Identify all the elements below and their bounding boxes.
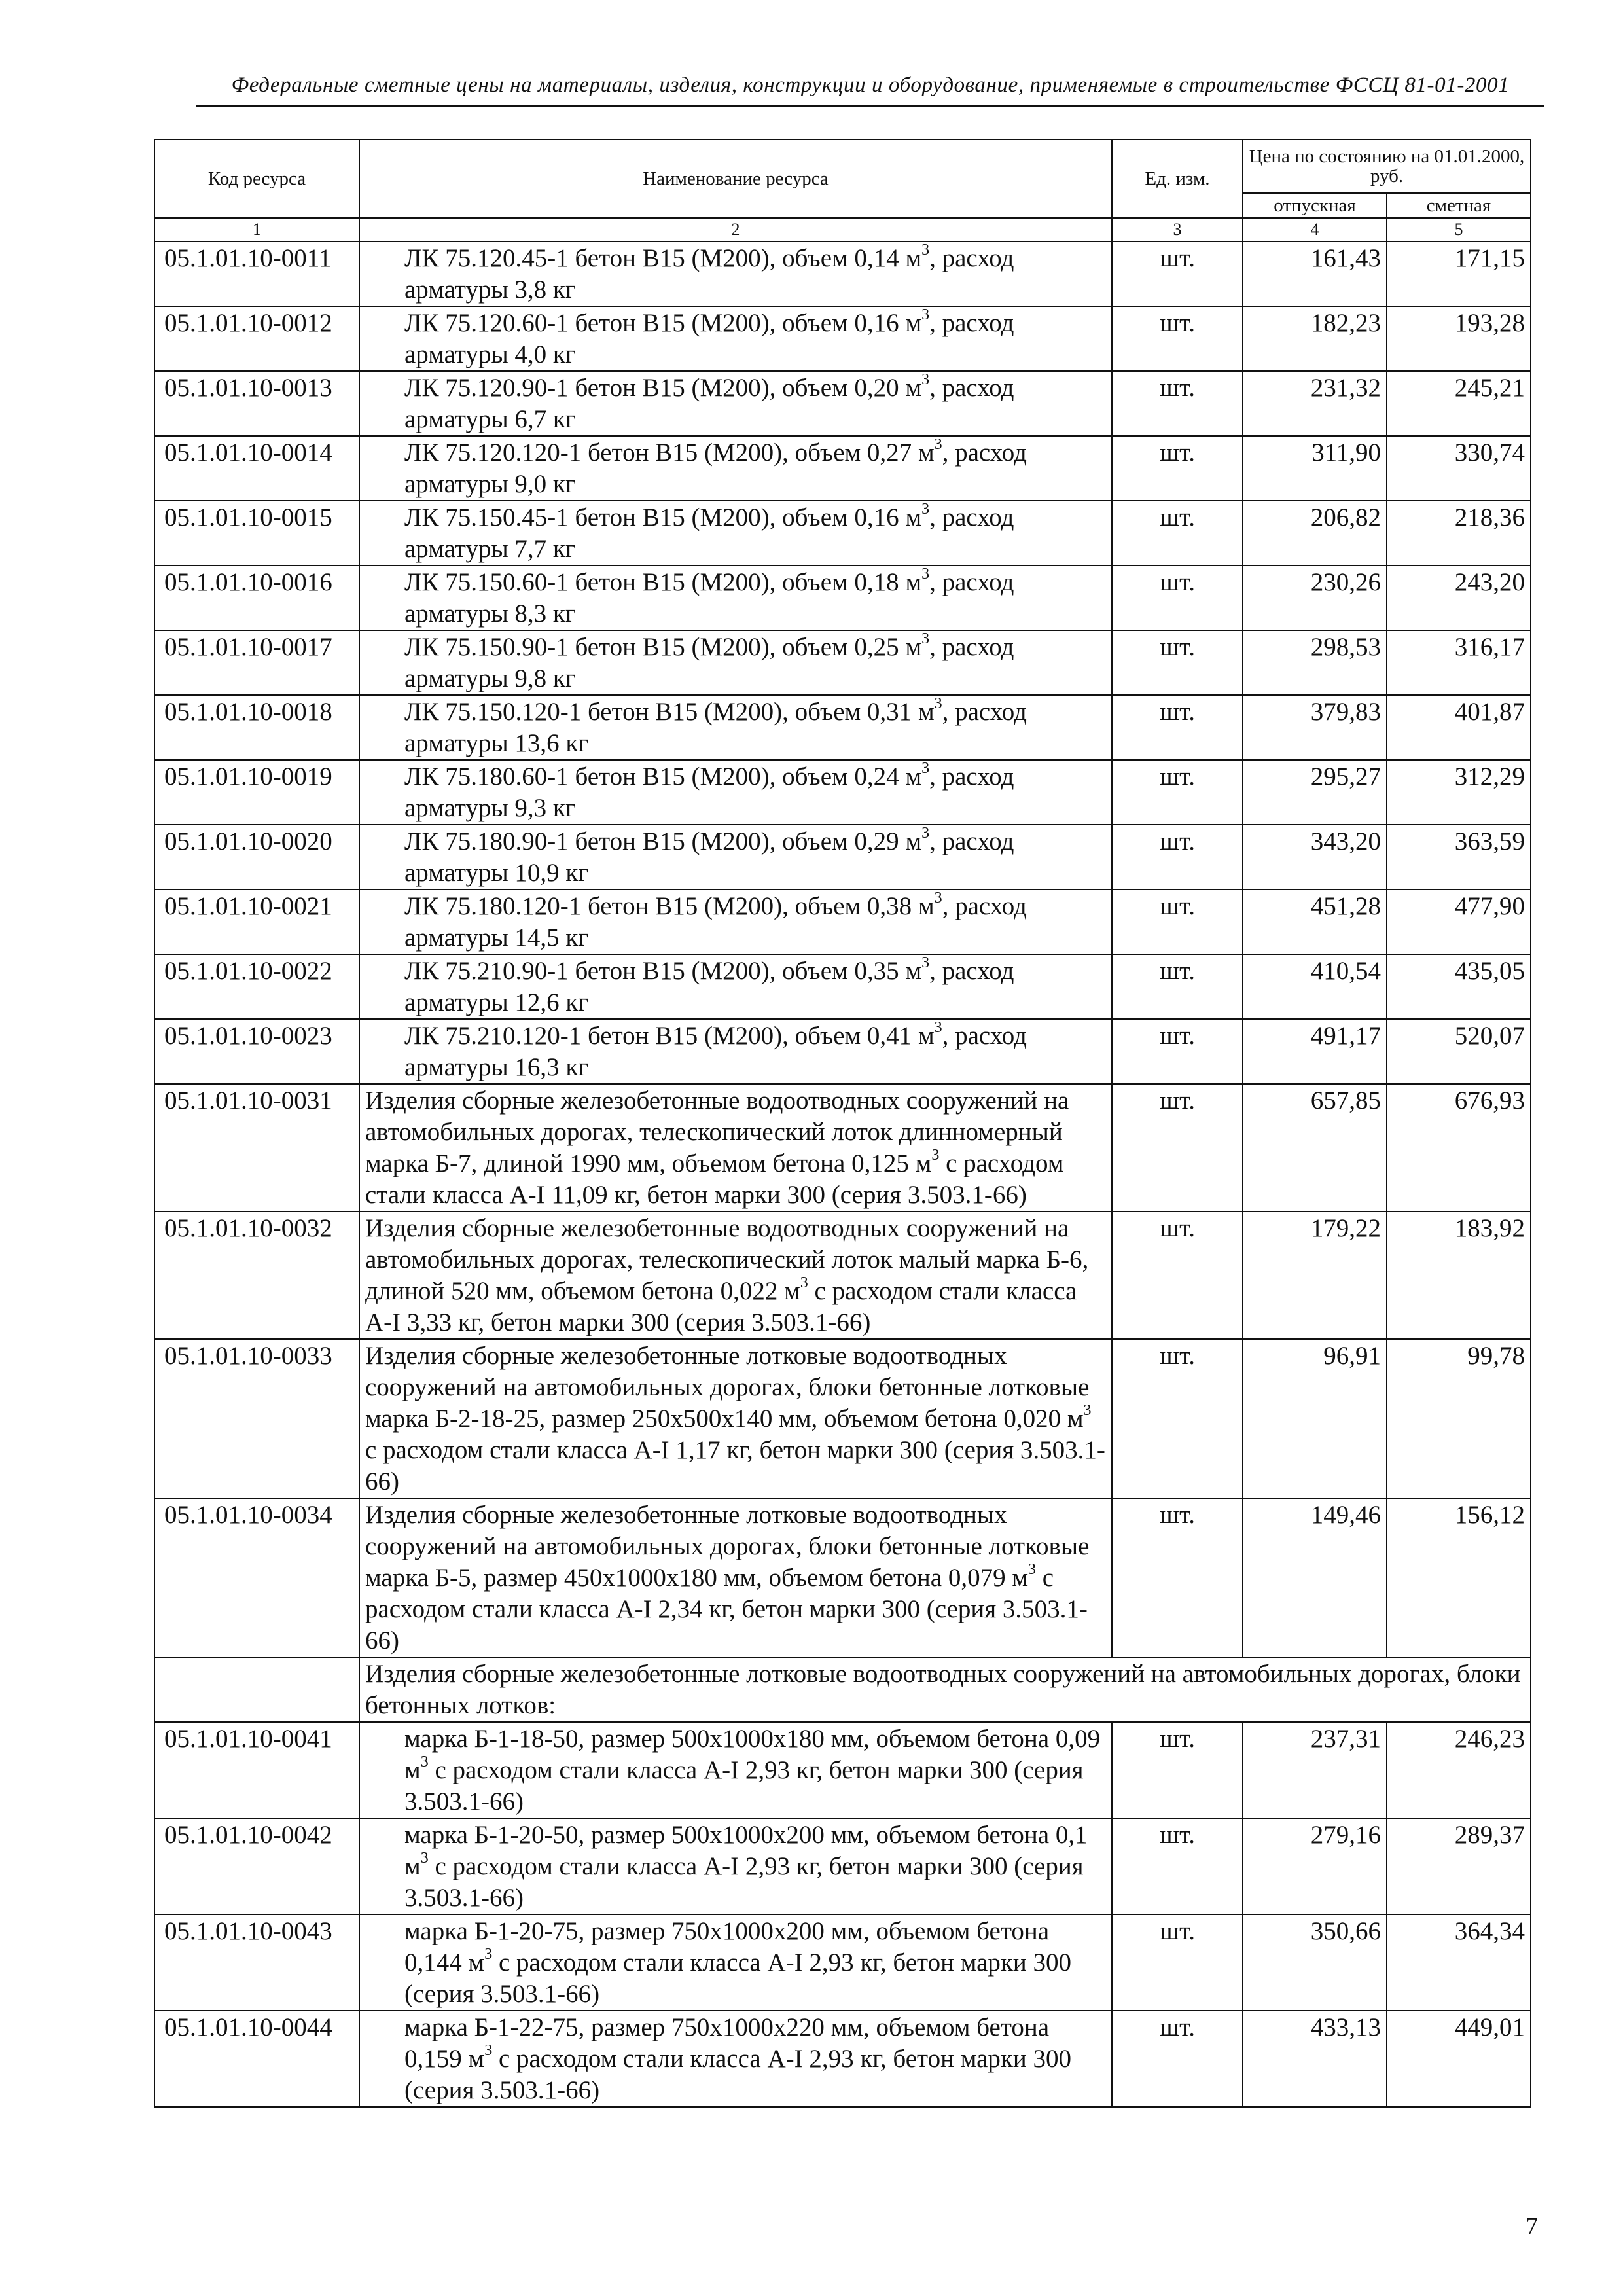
price-release-cell: 231,32 xyxy=(1243,371,1387,436)
page-number: 7 xyxy=(1525,2213,1538,2240)
resource-name-text: марка Б-1-18-50, размер 500х1000х180 мм, объемом бетона 0,09 $м^3$ с расходом стали класса А-I 2,93 кг, бетон марки 300 (серия 3.503.1-66) xyxy=(404,1725,1101,1816)
resource-name xyxy=(359,760,1112,825)
resource-code: 05.1.01.10-0013 xyxy=(154,371,359,436)
header-price-group: Цена по состоянию на 01.01.2000, руб. xyxy=(1243,139,1531,193)
table-row xyxy=(154,1084,1531,1211)
unit-cell: шт. xyxy=(1112,954,1243,1019)
table-row xyxy=(154,1818,1531,1914)
unit-cell: шт. xyxy=(1112,1019,1243,1084)
unit-cell: шт. xyxy=(1112,1722,1243,1818)
price-estimate-cell: 171,15 xyxy=(1387,242,1531,306)
unit-cell: шт. xyxy=(1112,1498,1243,1657)
unit-cell: шт. xyxy=(1112,1084,1243,1211)
resource-name-text: марка Б-1-22-75, размер 750х1000х220 мм, объемом бетона 0,159 $м^3$ с расходом стали класса А-I 2,93 кг, бетон марки 300 (серия 3.503.1-66) xyxy=(404,2013,1071,2104)
resource-name xyxy=(359,1019,1112,1084)
header-name: Наименование ресурса xyxy=(359,139,1112,218)
resource-name xyxy=(359,306,1112,371)
price-release-cell: 379,83 xyxy=(1243,695,1387,760)
table-row xyxy=(154,436,1531,501)
unit-cell: шт. xyxy=(1112,1818,1243,1914)
price-estimate-cell: 245,21 xyxy=(1387,371,1531,436)
table-row xyxy=(154,825,1531,889)
price-release-cell: 182,23 xyxy=(1243,306,1387,371)
table-row xyxy=(154,954,1531,1019)
table-row xyxy=(154,1211,1531,1339)
price-estimate-cell: 477,90 xyxy=(1387,889,1531,954)
price-estimate-cell: 289,37 xyxy=(1387,1818,1531,1914)
resource-name xyxy=(359,1339,1112,1498)
resource-name-text: марка Б-1-20-50, размер 500х1000х200 мм, объемом бетона 0,1 $м^3$ с расходом стали класса А-I 2,93 кг, бетон марки 300 (серия 3.503.1-66) xyxy=(404,1821,1088,1912)
price-estimate-cell: 156,12 xyxy=(1387,1498,1531,1657)
resource-name-text: ЛК 75.210.120-1 бетон В15 (М200), объем 0,41 $м^3$, расход арматуры 16,3 кг xyxy=(404,1019,1027,1081)
resource-code: 05.1.01.10-0015 xyxy=(154,501,359,565)
table-row xyxy=(154,501,1531,565)
resource-code: 05.1.01.10-0019 xyxy=(154,760,359,825)
resource-name-text: марка Б-1-20-75, размер 750х1000х200 мм, объемом бетона 0,144 $м^3$ с расходом стали класса А-I 2,93 кг, бетон марки 300 (серия 3.503.1-66) xyxy=(404,1917,1071,2008)
table-row xyxy=(154,630,1531,695)
price-release-cell: 343,20 xyxy=(1243,825,1387,889)
table-body xyxy=(154,242,1531,2107)
unit-cell: шт. xyxy=(1112,630,1243,695)
price-release-cell: 298,53 xyxy=(1243,630,1387,695)
column-number: 2 xyxy=(359,218,1112,242)
resource-name-text: ЛК 75.180.90-1 бетон В15 (М200), объем 0,29 $м^3$, расход арматуры 10,9 кг xyxy=(404,825,1014,887)
price-release-cell: 149,46 xyxy=(1243,1498,1387,1657)
resource-code: 05.1.01.10-0020 xyxy=(154,825,359,889)
resource-name-text: ЛК 75.120.90-1 бетон В15 (М200), объем 0,20 $м^3$, расход арматуры 6,7 кг xyxy=(404,371,1014,433)
price-estimate-cell: 218,36 xyxy=(1387,501,1531,565)
resource-code: 05.1.01.10-0034 xyxy=(154,1498,359,1657)
resource-name-text: ЛК 75.150.45-1 бетон В15 (М200), объем 0,16 $м^3$, расход арматуры 7,7 кг xyxy=(404,501,1014,563)
price-estimate-cell: 193,28 xyxy=(1387,306,1531,371)
group-heading-spacer xyxy=(154,1657,359,1722)
resource-name-text: ЛК 75.180.60-1 бетон В15 (М200), объем 0,24 $м^3$, расход арматуры 9,3 кг xyxy=(404,760,1014,822)
resource-code: 05.1.01.10-0032 xyxy=(154,1211,359,1339)
header-price-estimate: сметная xyxy=(1387,193,1531,218)
unit-cell: шт. xyxy=(1112,2011,1243,2107)
unit-cell: шт. xyxy=(1112,1914,1243,2011)
price-release-cell: 206,82 xyxy=(1243,501,1387,565)
resource-name-text: Изделия сборные железобетонные водоотводных сооружений на автомобильных дорогах, телескопический лоток малый марка Б-6, длиной 520 мм, объемом бетона 0,022 $м^3$ с расходом стали класса А-I 3,33 кг, бетон марки 300 (серия 3.503.1-66) xyxy=(365,1214,1089,1336)
resource-name-text: ЛК 75.210.90-1 бетон В15 (М200), объем 0,35 $м^3$, расход арматуры 12,6 кг xyxy=(404,954,1014,1016)
table-row xyxy=(154,565,1531,630)
resource-name-text: Изделия сборные железобетонные водоотводных сооружений на автомобильных дорогах, телескопический лоток длинномерный марка Б-7, длиной 1990 мм, объемом бетона 0,125 $м^3$ с расходом стали класса А-I 11,09 кг, бетон марки 300 (серия 3.503.1-66) xyxy=(365,1086,1069,1209)
resource-code: 05.1.01.10-0023 xyxy=(154,1019,359,1084)
unit-cell: шт. xyxy=(1112,695,1243,760)
unit-cell: шт. xyxy=(1112,371,1243,436)
price-estimate-cell: 401,87 xyxy=(1387,695,1531,760)
price-release-cell: 279,16 xyxy=(1243,1818,1387,1914)
resource-name xyxy=(359,825,1112,889)
price-release-cell: 311,90 xyxy=(1243,436,1387,501)
resource-name xyxy=(359,1914,1112,2011)
unit-cell: шт. xyxy=(1112,242,1243,306)
table-row xyxy=(154,1914,1531,2011)
price-release-cell: 657,85 xyxy=(1243,1084,1387,1211)
column-number: 1 xyxy=(154,218,359,242)
price-estimate-cell: 246,23 xyxy=(1387,1722,1531,1818)
price-release-cell: 410,54 xyxy=(1243,954,1387,1019)
price-release-cell: 350,66 xyxy=(1243,1914,1387,2011)
resource-name xyxy=(359,371,1112,436)
price-estimate-cell: 676,93 xyxy=(1387,1084,1531,1211)
resource-name xyxy=(359,1722,1112,1818)
table-row xyxy=(154,1722,1531,1818)
price-release-cell: 451,28 xyxy=(1243,889,1387,954)
resource-name-text: Изделия сборные железобетонные лотковые водоотводных сооружений на автомобильных дорогах, блоки бетонные лотковые марка Б-2-18-25, размер 250х500х140 мм, объемом бетона 0,020 $м^3$ с расходом стали класса А-I 1,17 кг, бетон марки 300 (серия 3.503.1-66) xyxy=(365,1342,1105,1496)
unit-cell: шт. xyxy=(1112,760,1243,825)
table-row xyxy=(154,2011,1531,2107)
resource-name xyxy=(359,630,1112,695)
resource-name-text: ЛК 75.120.120-1 бетон В15 (М200), объем 0,27 $м^3$, расход арматуры 9,0 кг xyxy=(404,436,1027,498)
resource-name xyxy=(359,565,1112,630)
column-number: 4 xyxy=(1243,218,1387,242)
price-release-cell: 295,27 xyxy=(1243,760,1387,825)
resource-name-text: ЛК 75.150.60-1 бетон В15 (М200), объем 0,18 $м^3$, расход арматуры 8,3 кг xyxy=(404,565,1014,628)
resource-code: 05.1.01.10-0021 xyxy=(154,889,359,954)
resource-name xyxy=(359,436,1112,501)
resource-name xyxy=(359,889,1112,954)
resource-name-text: ЛК 75.180.120-1 бетон В15 (М200), объем 0,38 $м^3$, расход арматуры 14,5 кг xyxy=(404,889,1027,952)
price-estimate-cell: 330,74 xyxy=(1387,436,1531,501)
resource-name xyxy=(359,1211,1112,1339)
group-heading xyxy=(359,1657,1531,1722)
price-estimate-cell: 364,34 xyxy=(1387,1914,1531,2011)
resource-code: 05.1.01.10-0031 xyxy=(154,1084,359,1211)
running-header: Федеральные сметные цены на материалы, изделия, конструкции и оборудование, применяемые в строительстве ФССЦ 81-01-2001 xyxy=(231,73,1510,97)
resource-code: 05.1.01.10-0012 xyxy=(154,306,359,371)
column-number: 5 xyxy=(1387,218,1531,242)
resource-code: 05.1.01.10-0017 xyxy=(154,630,359,695)
group-heading-row xyxy=(154,1657,1531,1722)
table-row xyxy=(154,1339,1531,1498)
table-row xyxy=(154,889,1531,954)
price-estimate-cell: 435,05 xyxy=(1387,954,1531,1019)
price-estimate-cell: 183,92 xyxy=(1387,1211,1531,1339)
table-row xyxy=(154,760,1531,825)
price-release-cell: 237,31 xyxy=(1243,1722,1387,1818)
table-row xyxy=(154,695,1531,760)
resource-name-text: ЛК 75.120.45-1 бетон В15 (М200), объем 0,14 $м^3$, расход арматуры 3,8 кг xyxy=(404,242,1014,304)
column-number-row xyxy=(154,218,1531,242)
unit-cell: шт. xyxy=(1112,889,1243,954)
resource-name xyxy=(359,954,1112,1019)
price-estimate-cell: 99,78 xyxy=(1387,1339,1531,1498)
resource-code: 05.1.01.10-0033 xyxy=(154,1339,359,1498)
price-release-cell: 433,13 xyxy=(1243,2011,1387,2107)
group-heading-text: Изделия сборные железобетонные лотковые водоотводных сооружений на автомобильных дорогах, блоки бетонных лотков: xyxy=(365,1660,1521,1719)
resource-name xyxy=(359,695,1112,760)
unit-cell: шт. xyxy=(1112,1339,1243,1498)
resource-code: 05.1.01.10-0041 xyxy=(154,1722,359,1818)
resource-name xyxy=(359,1498,1112,1657)
table-row xyxy=(154,242,1531,306)
price-release-cell: 179,22 xyxy=(1243,1211,1387,1339)
unit-cell: шт. xyxy=(1112,565,1243,630)
resource-name xyxy=(359,242,1112,306)
header-price-release: отпускная xyxy=(1243,193,1387,218)
resource-name-text: ЛК 75.150.90-1 бетон В15 (М200), объем 0,25 $м^3$, расход арматуры 9,8 кг xyxy=(404,630,1014,692)
price-release-cell: 96,91 xyxy=(1243,1339,1387,1498)
resource-name xyxy=(359,1818,1112,1914)
price-release-cell: 491,17 xyxy=(1243,1019,1387,1084)
table-header xyxy=(154,139,1531,242)
price-estimate-cell: 520,07 xyxy=(1387,1019,1531,1084)
price-estimate-cell: 449,01 xyxy=(1387,2011,1531,2107)
table-row xyxy=(154,306,1531,371)
resource-name-text: ЛК 75.120.60-1 бетон В15 (М200), объем 0,16 $м^3$, расход арматуры 4,0 кг xyxy=(404,306,1014,368)
column-number: 3 xyxy=(1112,218,1243,242)
header-rule xyxy=(196,105,1544,107)
resource-code: 05.1.01.10-0044 xyxy=(154,2011,359,2107)
header-unit: Ед. изм. xyxy=(1112,139,1243,218)
resource-name-text: Изделия сборные железобетонные лотковые водоотводных сооружений на автомобильных дорогах, блоки бетонные лотковые марка Б-5, размер 450х1000х180 мм, объемом бетона 0,079 $м^3$ с расходом стали класса А-I 2,34 кг, бетон марки 300 (серия 3.503.1-66) xyxy=(365,1501,1090,1655)
price-estimate-cell: 316,17 xyxy=(1387,630,1531,695)
unit-cell: шт. xyxy=(1112,306,1243,371)
price-release-cell: 161,43 xyxy=(1243,242,1387,306)
resource-code: 05.1.01.10-0014 xyxy=(154,436,359,501)
price-estimate-cell: 363,59 xyxy=(1387,825,1531,889)
resource-name xyxy=(359,501,1112,565)
resource-name xyxy=(359,1084,1112,1211)
price-estimate-cell: 312,29 xyxy=(1387,760,1531,825)
table-row xyxy=(154,1498,1531,1657)
header-code: Код ресурса xyxy=(154,139,359,218)
resource-code: 05.1.01.10-0011 xyxy=(154,242,359,306)
unit-cell: шт. xyxy=(1112,825,1243,889)
price-table xyxy=(154,139,1531,2108)
unit-cell: шт. xyxy=(1112,501,1243,565)
resource-code: 05.1.01.10-0018 xyxy=(154,695,359,760)
resource-name xyxy=(359,2011,1112,2107)
unit-cell: шт. xyxy=(1112,436,1243,501)
unit-cell: шт. xyxy=(1112,1211,1243,1339)
table-row xyxy=(154,371,1531,436)
resource-code: 05.1.01.10-0022 xyxy=(154,954,359,1019)
resource-code: 05.1.01.10-0043 xyxy=(154,1914,359,2011)
price-estimate-cell: 243,20 xyxy=(1387,565,1531,630)
resource-code: 05.1.01.10-0042 xyxy=(154,1818,359,1914)
resource-code: 05.1.01.10-0016 xyxy=(154,565,359,630)
resource-name-text: ЛК 75.150.120-1 бетон В15 (М200), объем 0,31 $м^3$, расход арматуры 13,6 кг xyxy=(404,695,1027,757)
table-row xyxy=(154,1019,1531,1084)
price-release-cell: 230,26 xyxy=(1243,565,1387,630)
